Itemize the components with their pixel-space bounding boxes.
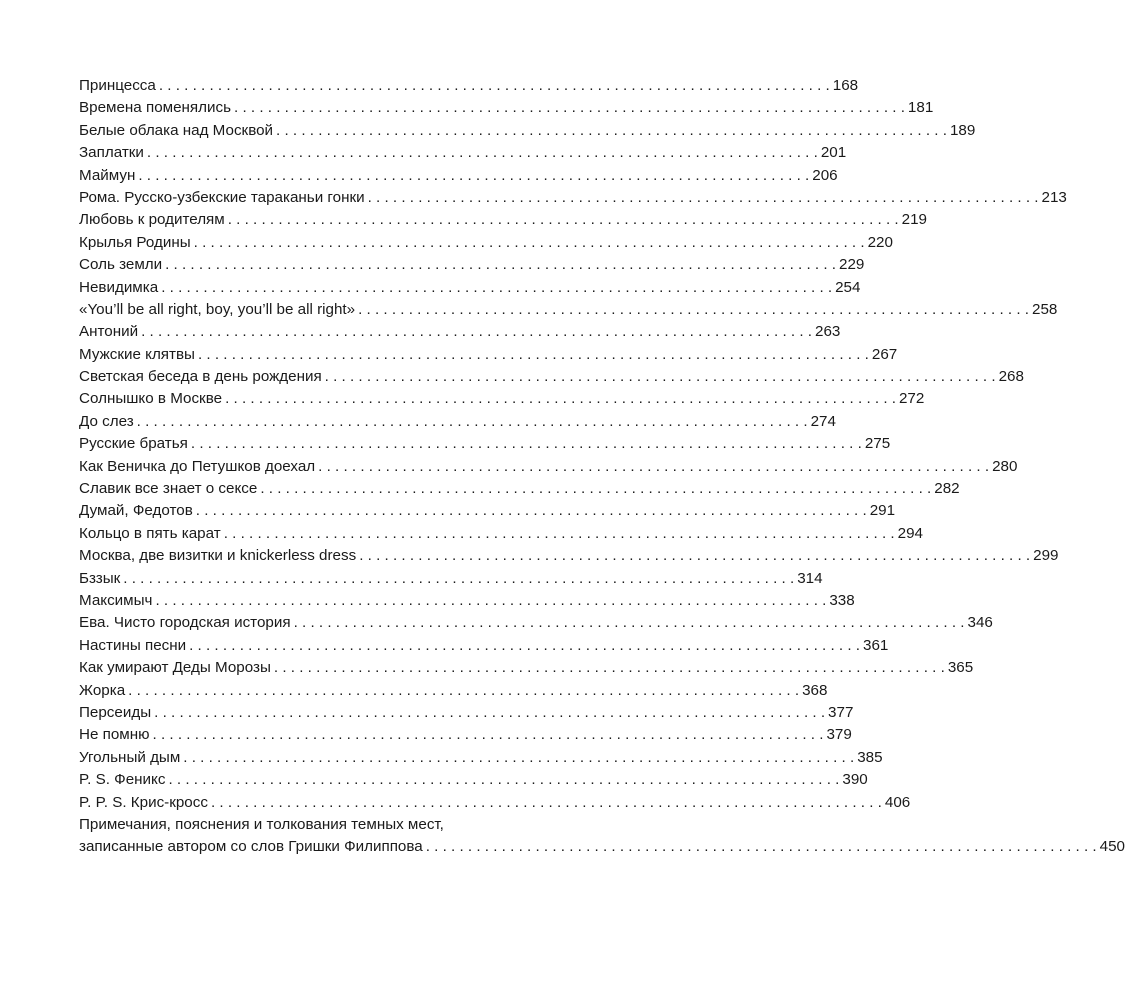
toc-entry-page: 168 <box>832 77 859 94</box>
toc-dot-leader <box>260 478 931 500</box>
toc-dot-leader <box>234 97 905 119</box>
toc-entry-notes <box>79 814 1125 859</box>
toc-entry-title: Крылья Родины <box>79 233 191 251</box>
table-of-contents <box>79 75 1125 859</box>
toc-entry-title: Максимыч <box>79 591 153 609</box>
toc-entry <box>79 187 1067 209</box>
toc-entry-title: Рома. Русско-узбекские тараканьи гонки <box>79 188 365 206</box>
toc-dot-leader <box>198 344 869 366</box>
toc-dot-leader <box>123 568 794 590</box>
toc-entry <box>79 568 823 590</box>
toc-entry-title: Антоний <box>79 323 139 341</box>
toc-entry-title-line2: записанные автором со слов Гришки Филиппова <box>79 838 423 856</box>
toc-entry-page: 263 <box>815 323 841 341</box>
toc-entry-page: 272 <box>898 390 925 408</box>
toc-entry-page: 206 <box>812 166 838 184</box>
toc-dot-leader <box>224 523 895 545</box>
toc-dot-leader <box>147 142 818 164</box>
toc-entry <box>79 545 1059 567</box>
toc-entry <box>79 612 993 634</box>
toc-dot-leader <box>358 299 1029 321</box>
toc-entry <box>79 277 861 299</box>
toc-entry-title-line2-row <box>79 836 1125 858</box>
toc-entry-page: 299 <box>1033 547 1059 565</box>
toc-entry-page: 385 <box>857 748 883 766</box>
toc-entry-title: Кольцо в пять карат <box>79 524 221 542</box>
toc-entry-page: 379 <box>826 726 852 744</box>
toc-entry-title: Думай, Федотов <box>79 502 193 520</box>
toc-dot-leader <box>196 500 867 522</box>
toc-entry-title: Ева. Чисто городская история <box>79 614 291 632</box>
toc-entry-page: 361 <box>863 636 889 654</box>
toc-entry-page: 267 <box>871 345 898 363</box>
toc-entry-page: 258 <box>1032 300 1058 318</box>
toc-entry-title-line1: Примечания, пояснения и толкования темных мест, <box>79 815 444 833</box>
toc-entry-page: 181 <box>907 99 934 117</box>
toc-entry-page: 365 <box>947 659 974 677</box>
toc-dot-leader <box>359 545 1030 567</box>
toc-entry-title: Русские братья <box>79 435 188 453</box>
toc-dot-leader <box>274 657 945 679</box>
toc-entry-title: До слез <box>79 412 134 430</box>
toc-entry <box>79 321 841 343</box>
toc-entry <box>79 411 836 433</box>
toc-entry-page: 282 <box>934 480 960 498</box>
toc-entry <box>79 232 893 254</box>
toc-dot-leader <box>228 209 899 231</box>
toc-entry-page: 201 <box>820 144 847 162</box>
toc-entry-page: 291 <box>869 502 896 520</box>
toc-entry-title: Белые облака над Москвой <box>79 121 274 139</box>
toc-dot-leader <box>165 254 836 276</box>
toc-entry-page: 275 <box>864 435 891 453</box>
toc-entry <box>79 433 891 455</box>
toc-entry-title: Настины песни <box>79 636 187 654</box>
toc-dot-leader <box>138 165 809 187</box>
toc-entry-title: Как Веничка до Петушков доехал <box>79 457 316 475</box>
toc-dot-leader <box>325 366 996 388</box>
toc-entry-title: Светская беседа в день рождения <box>79 368 322 386</box>
toc-entry-page: 294 <box>897 524 923 542</box>
toc-entry-title: Принцесса <box>79 77 156 94</box>
toc-entry-title: Времена поменялись <box>79 99 231 117</box>
toc-dot-leader <box>225 388 896 410</box>
toc-entry-title: Солнышко в Москве <box>79 390 223 408</box>
toc-dot-leader <box>183 747 854 769</box>
toc-entry-title: Как умирают Деды Морозы <box>79 659 271 677</box>
toc-entry <box>79 747 883 769</box>
toc-entry <box>79 388 925 410</box>
toc-entry <box>79 769 868 791</box>
toc-entry-page: 377 <box>828 703 854 721</box>
toc-entry <box>79 478 960 500</box>
toc-entry-title: Бззык <box>79 569 121 587</box>
toc-entry <box>79 142 847 164</box>
toc-entry <box>79 344 898 366</box>
toc-entry <box>79 724 852 746</box>
toc-dot-leader <box>426 836 1097 858</box>
toc-entry <box>79 500 896 522</box>
toc-dot-leader <box>189 635 860 657</box>
toc-entry <box>79 366 1024 388</box>
toc-entry-title: Славик все знает о сексе <box>79 480 258 498</box>
toc-entry-title: P. S. Феникс <box>79 771 166 789</box>
toc-entry-page: 274 <box>810 412 836 430</box>
toc-entry-page: 254 <box>835 278 861 296</box>
toc-dot-leader <box>211 792 882 814</box>
toc-entry <box>79 590 855 612</box>
toc-dot-leader <box>191 433 862 455</box>
toc-dot-leader <box>153 724 824 746</box>
toc-entry <box>79 702 854 724</box>
toc-dot-leader <box>318 456 989 478</box>
toc-dot-leader <box>194 232 865 254</box>
toc-entry-page: 406 <box>884 793 911 811</box>
toc-dot-leader <box>159 75 830 97</box>
toc-entry-title: Персеиды <box>79 703 152 721</box>
toc-entry-page: 346 <box>967 614 993 632</box>
toc-dot-leader <box>155 590 826 612</box>
toc-dot-leader <box>161 277 832 299</box>
toc-entry-title: «You’ll be all right, boy, you’ll be all right» <box>79 300 356 318</box>
toc-entry-page: 189 <box>949 121 976 139</box>
toc-entry-title: Угольный дым <box>79 748 181 766</box>
toc-dot-leader <box>168 769 839 791</box>
toc-entry-page: 220 <box>867 233 893 251</box>
toc-entry <box>79 165 838 187</box>
toc-dot-leader <box>137 411 808 433</box>
toc-entry-page: 390 <box>842 771 868 789</box>
toc-entry-page: 213 <box>1041 188 1067 206</box>
toc-dot-leader <box>368 187 1039 209</box>
toc-entry-page: 268 <box>998 368 1024 386</box>
toc-entry-title: Мужские клятвы <box>79 345 195 363</box>
toc-entry <box>79 792 911 814</box>
toc-entry-page: 368 <box>802 681 828 699</box>
toc-entry <box>79 657 974 679</box>
toc-entry <box>79 254 865 276</box>
toc-entry <box>79 120 976 142</box>
toc-entry-title: Любовь к родителям <box>79 211 225 229</box>
toc-entry-page: 219 <box>901 211 927 229</box>
toc-entry-title: Соль земли <box>79 256 163 274</box>
toc-entry-page: 338 <box>829 591 855 609</box>
toc-entry-page: 314 <box>797 569 823 587</box>
toc-entry-title: P. P. S. Крис-кросс <box>79 793 208 811</box>
toc-entry-title: Невидимка <box>79 278 159 296</box>
toc-entry <box>79 456 1018 478</box>
toc-entry-page: 229 <box>839 256 865 274</box>
toc-entry-title: Москва, две визитки и knickerless dress <box>79 547 357 565</box>
toc-entry-title: Жорка <box>79 681 126 699</box>
toc-entry <box>79 523 923 545</box>
toc-dot-leader <box>128 680 799 702</box>
toc-entry-title: Маймун <box>79 166 136 184</box>
toc-entry-title: Заплатки <box>79 144 144 162</box>
toc-entry-page: 450 <box>1099 838 1125 856</box>
toc-dot-leader <box>276 120 947 142</box>
toc-dot-leader <box>294 612 965 634</box>
toc-entry <box>79 299 1058 321</box>
toc-entry <box>79 97 934 119</box>
toc-dot-leader <box>141 321 812 343</box>
toc-dot-leader <box>154 702 825 724</box>
toc-entry <box>79 75 859 97</box>
toc-entry-page: 280 <box>992 457 1018 475</box>
toc-entry <box>79 635 889 657</box>
toc-entry-title: Не помню <box>79 726 150 744</box>
toc-entry <box>79 680 828 702</box>
toc-entry <box>79 209 927 231</box>
